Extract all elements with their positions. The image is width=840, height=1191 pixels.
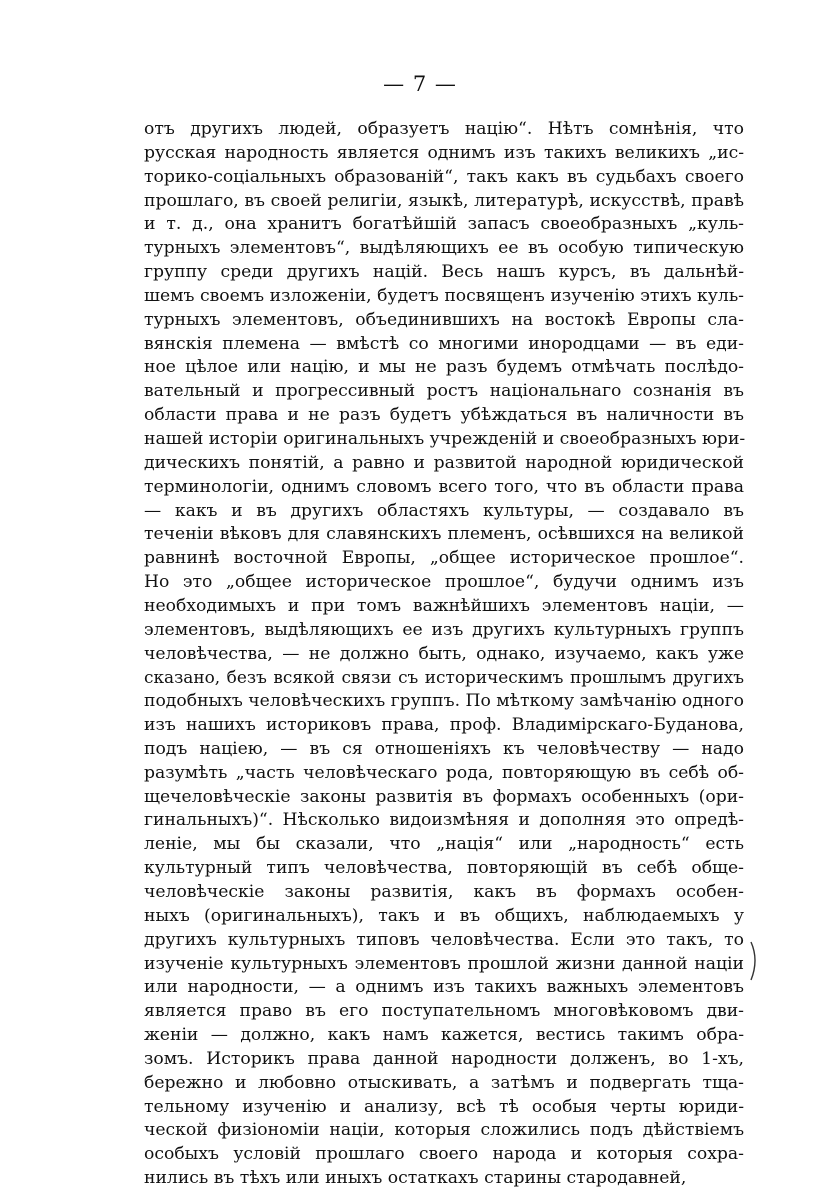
page-number: — 7 — [383, 72, 457, 96]
text-line: шемъ своемъ изложеніи, будетъ посвященъ изученію этихъ куль- [144, 285, 744, 306]
text-line: теченіи вѣковъ для славянскихъ племенъ, осѣвшихся на великой [144, 524, 744, 545]
text-line: группу среди другихъ націй. Весь нашъ курсъ, въ дальнѣй- [144, 262, 744, 283]
text-line: тельному изученію и анализу, всѣ тѣ особыя черты юриди- [144, 1096, 744, 1117]
text-line: разумѣть „часть человѣческаго рода, повторяющую въ себѣ об- [144, 762, 744, 783]
text-line: или народности, — а однимъ изъ такихъ важныхъ элементовъ [144, 977, 744, 998]
text-line: особыхъ условій прошлаго своего народа и которыя сохра- [144, 1144, 744, 1165]
text-line: нились въ тѣхъ или иныхъ остаткахъ старины стародавней, [144, 1168, 687, 1189]
text-line: ческой физіономіи націи, которыя сложились подъ дѣйствіемъ [144, 1120, 744, 1141]
text-line: отъ другихъ людей, образуетъ націю“. Нѣтъ сомнѣнія, что [144, 119, 744, 139]
text-line: изученіе культурныхъ элементовъ прошлой жизни данной націи [144, 953, 744, 974]
text-line: щечеловѣческіе законы развитія въ формахъ особенныхъ (ори- [144, 786, 744, 807]
body-text [144, 118, 744, 1191]
text-line: дическихъ понятій, а равно и развитой народной юридической [144, 452, 744, 473]
text-line: терминологіи, однимъ словомъ всего того, что въ области права [144, 476, 744, 497]
text-line: леніе, мы бы сказали, что „нація“ или „народность“ есть [144, 834, 744, 855]
text-line: подобныхъ человѣческихъ группъ. По мѣткому замѣчанію одного [144, 691, 745, 712]
text-line: турныхъ элементовъ“, выдѣляющихъ ее въ особую типическую [144, 238, 744, 259]
text-line: нашей исторіи оригинальныхъ учрежденій и своеобразныхъ юри- [144, 428, 746, 449]
text-line: прошлаго, въ своей религіи, языкѣ, литературѣ, искусствѣ, правѣ [144, 190, 744, 211]
text-line: женіи — должно, какъ намъ кажется, вестись такимъ обра- [144, 1025, 744, 1046]
text-line: гинальныхъ)“. Нѣсколько видоизмѣняя и дополняя это опредѣ- [144, 810, 744, 831]
text-line: русская народность является однимъ изъ такихъ великихъ „ис- [144, 142, 744, 163]
text-line: — какъ и въ другихъ областяхъ культуры, — создавало въ [144, 500, 744, 521]
text-line: вательный и прогрессивный ростъ національнаго сознанія въ [144, 381, 744, 402]
text-line: человѣчества, — не должно быть, однако, изучаемо, какъ уже [144, 643, 744, 664]
text-line: области права и не разъ будетъ убѣждаться въ наличности въ [144, 405, 744, 426]
text-line: является право въ его поступательномъ многовѣковомъ дви- [144, 1001, 744, 1022]
text-line: Но это „общее историческое прошлое“, будучи однимъ изъ [144, 572, 744, 593]
text-line: необходимыхъ и при томъ важнѣйшихъ элементовъ націи, — [144, 595, 744, 616]
text-line: равнинѣ восточной Европы, „общее историческое прошлое“. [144, 548, 744, 569]
text-line: зомъ. Историкъ права данной народности долженъ, во 1-хъ, [144, 1048, 744, 1069]
text-line: культурный типъ человѣчества, повторяющій въ себѣ обще- [144, 858, 744, 879]
text-line: вянскія племена — вмѣстѣ со многими инородцами — въ еди- [144, 333, 744, 354]
margin-bracket-mark [748, 940, 762, 982]
text-line: торико-соціальныхъ образованій“, такъ какъ въ судьбахъ своего [144, 166, 744, 187]
text-line: турныхъ элементовъ, объединившихъ на востокѣ Европы сла- [144, 309, 744, 330]
text-line: другихъ культурныхъ типовъ человѣчества. Если это такъ, то [144, 929, 744, 950]
text-line: элементовъ, выдѣляющихъ ее изъ другихъ культурныхъ группъ [144, 619, 744, 640]
text-line: изъ нашихъ историковъ права, проф. Владимірскаго-Буданова, [144, 715, 744, 736]
text-line: сказано, безъ всякой связи съ историческимъ прошлымъ другихъ [144, 667, 744, 688]
text-line: и т. д., она хранитъ богатѣйшій запасъ своеобразныхъ „куль- [144, 214, 744, 235]
text-line: ное цѣлое или націю, и мы не разъ будемъ отмѣчать послѣдо- [144, 357, 744, 378]
text-line: ныхъ (оригинальныхъ), такъ и въ общихъ, наблюдаемыхъ у [144, 905, 744, 926]
text-line: подъ націею, — въ ся отношеніяхъ къ человѣчеству — надо [144, 738, 744, 759]
text-line: человѣческіе законы развитія, какъ въ формахъ особен- [144, 882, 744, 902]
text-line: бережно и любовно отыскивать, а затѣмъ и подвергать тща- [144, 1072, 744, 1093]
